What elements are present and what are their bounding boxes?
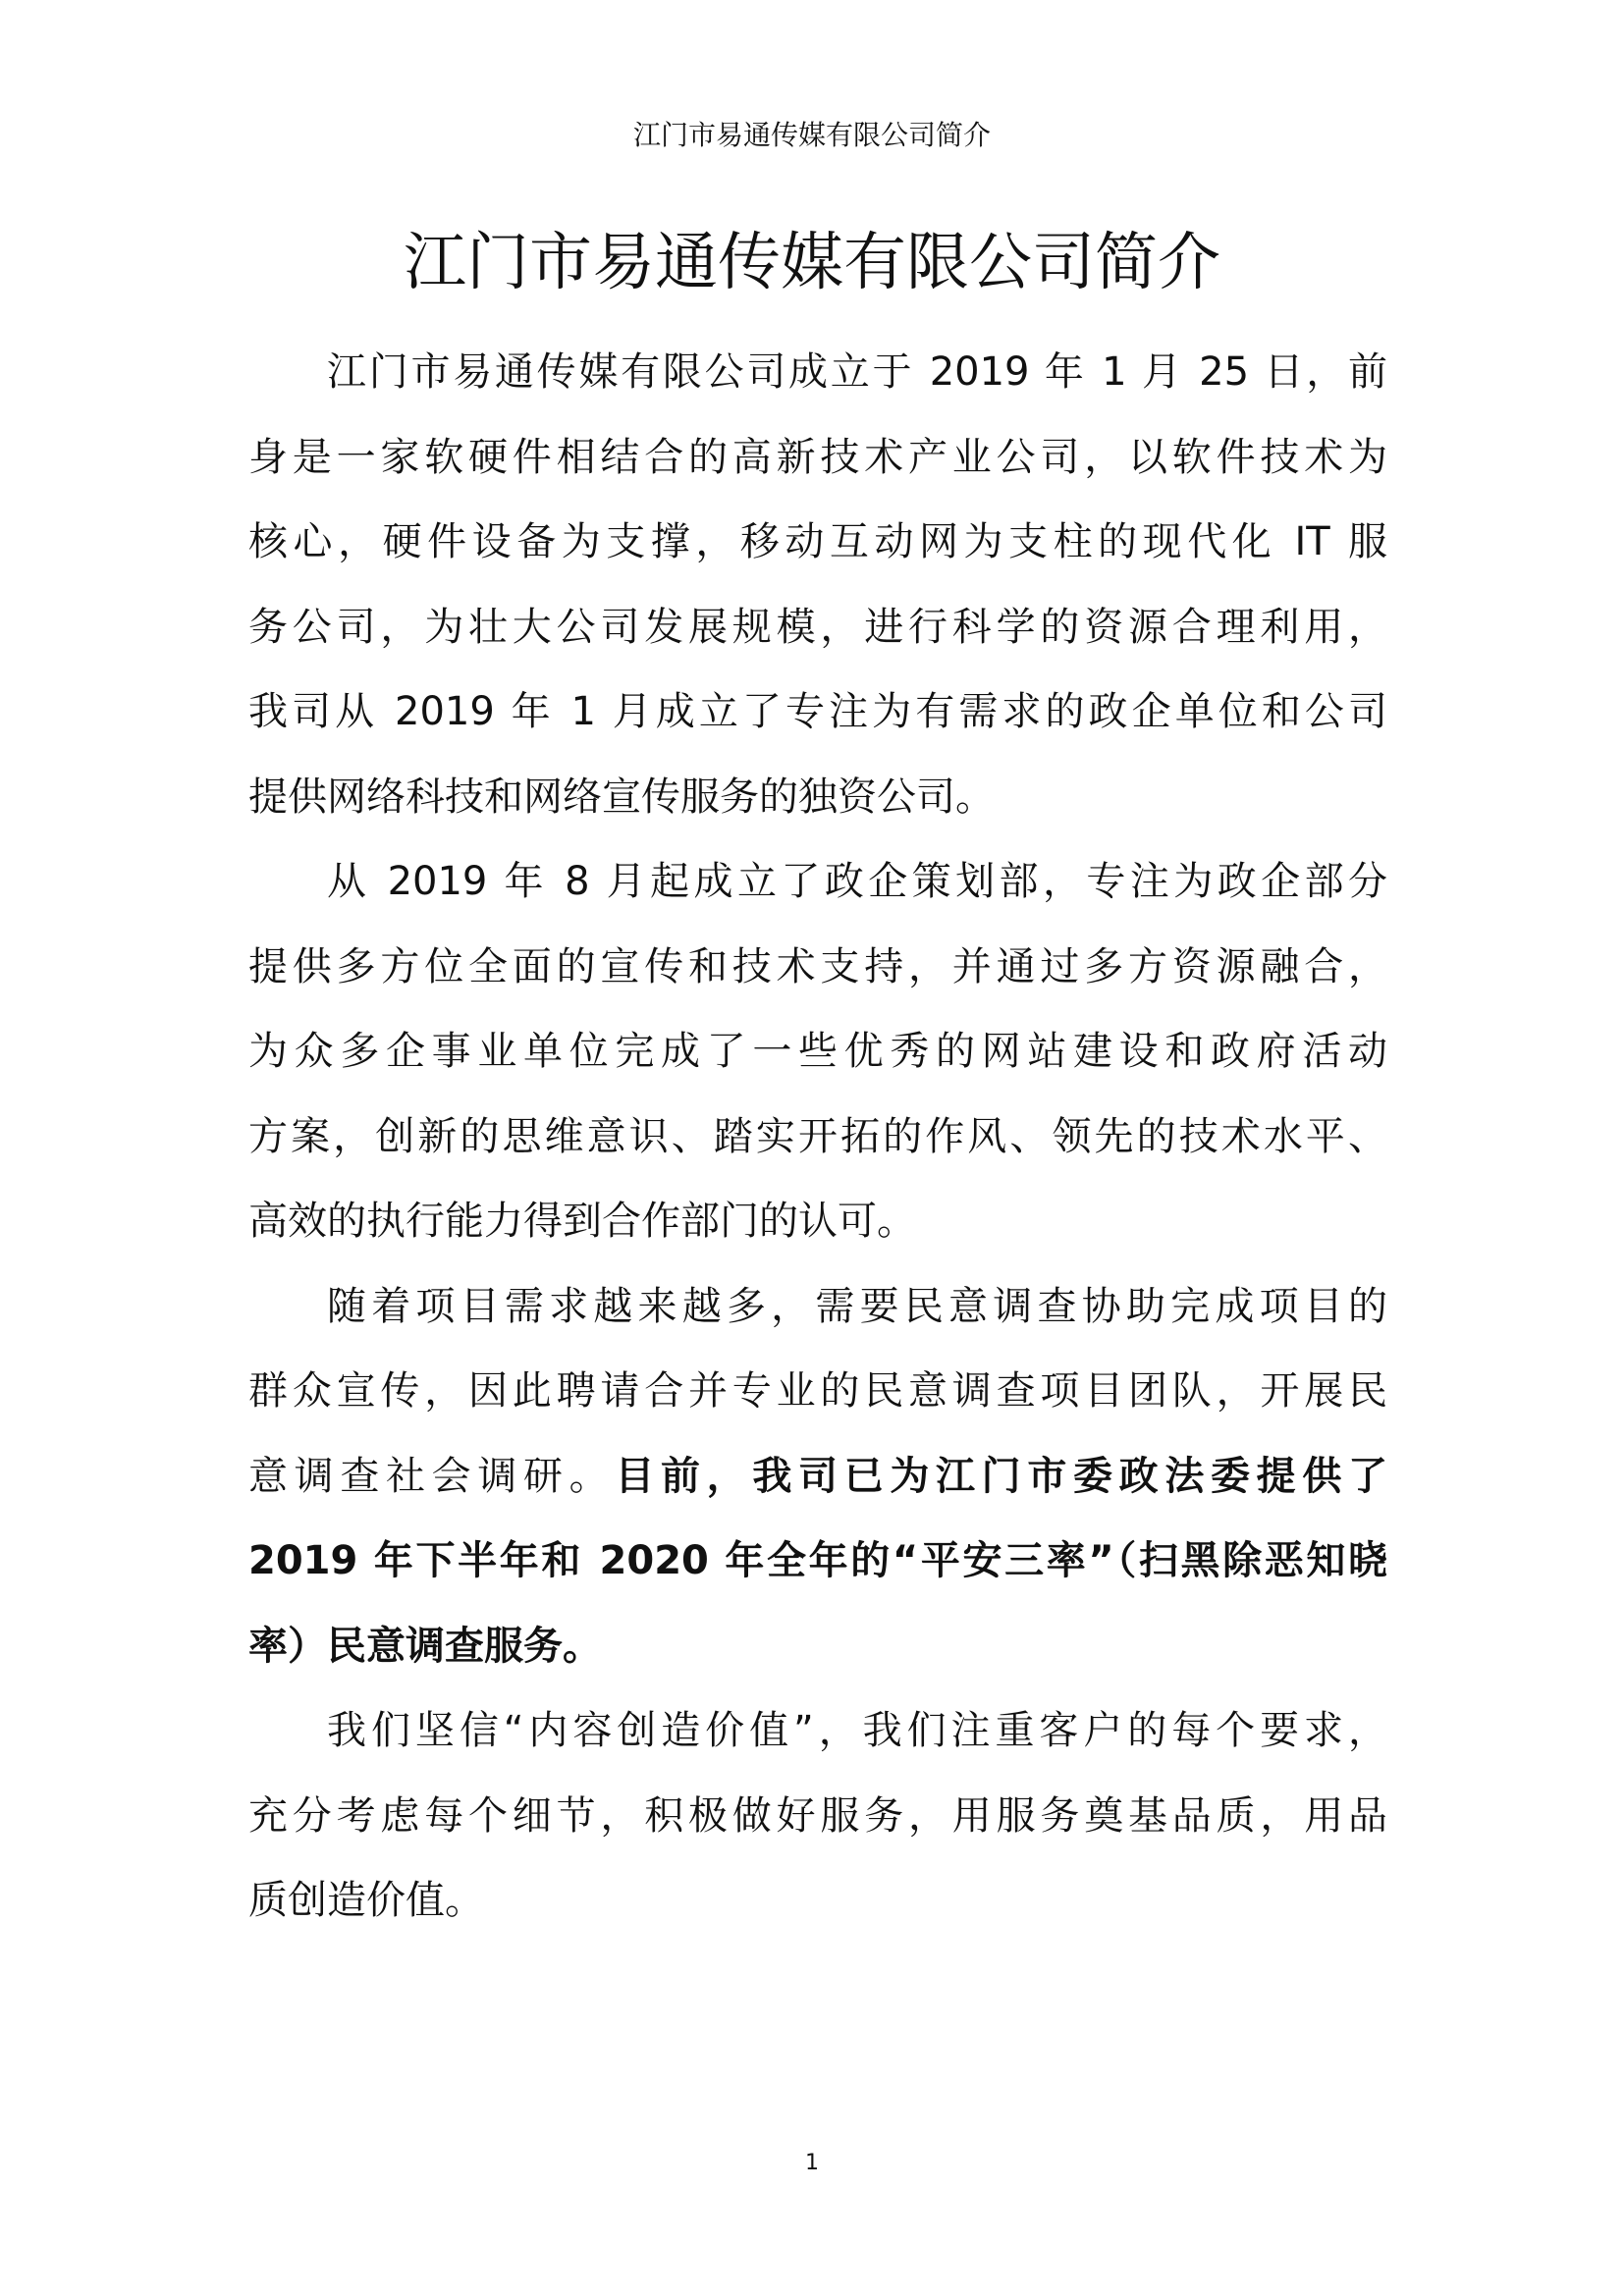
paragraph-line: 我们坚信“内容创造价值”，我们注重客户的每个要求， — [327, 1708, 1387, 1753]
paragraph-3 — [248, 1264, 1387, 1689]
paragraph-1 — [248, 330, 1387, 839]
paragraph-line-bold: 2019 年下半年和 2020 年全年的“平安三率”（扫黑除恶知晓 — [248, 1538, 1387, 1583]
paragraph-line: 我司从 2019 年 1 月成立了专注为有需求的政企单位和公司 — [248, 689, 1387, 734]
paragraph-4 — [248, 1688, 1387, 1944]
paragraph-2 — [248, 839, 1387, 1264]
running-header: 江门市易通传媒有限公司简介 — [632, 119, 991, 151]
paragraph-line: 高效的执行能力得到合作部门的认可。 — [248, 1199, 916, 1244]
paragraph-line: 方案，创新的思维意识、踏实开拓的作风、领先的技术水平、 — [248, 1113, 1387, 1159]
paragraph-line: 提供多方位全面的宣传和技术支持，并通过多方资源融合， — [248, 943, 1387, 989]
paragraph-text-bold: 目前，我司已为江门市委政法委提供了 — [615, 1453, 1388, 1499]
paragraph-line: 提供网络科技和网络宣传服务的独资公司。 — [248, 774, 995, 820]
paragraph-line-mixed — [248, 1434, 1387, 1520]
paragraph-line: 群众宣传，因此聘请合并专业的民意调查项目团队，开展民 — [248, 1368, 1387, 1414]
paragraph-line: 江门市易通传媒有限公司成立于 2019 年 1 月 25 日，前 — [327, 349, 1387, 395]
paragraph-line: 随着项目需求越来越多，需要民意调查协助完成项目的 — [327, 1283, 1387, 1329]
document-body — [248, 330, 1387, 1944]
paragraph-line: 务公司，为壮大公司发展规模，进行科学的资源合理利用， — [248, 604, 1387, 650]
paragraph-line: 充分考虑每个细节，积极做好服务，用服务奠基品质，用品 — [248, 1792, 1387, 1839]
page-number: 1 — [805, 2151, 819, 2175]
paragraph-line: 为众多企事业单位完成了一些优秀的网站建设和政府活动 — [248, 1029, 1387, 1074]
paragraph-line: 身是一家软硬件相结合的高新技术产业公司，以软件技术为 — [248, 434, 1387, 480]
paragraph-line: 质创造价值。 — [248, 1878, 484, 1923]
paragraph-text-normal: 意调查社会调研。 — [248, 1453, 616, 1499]
paragraph-line: 从 2019 年 8 月起成立了政企策划部，专注为政企部分 — [327, 859, 1387, 904]
document-title: 江门市易通传媒有限公司简介 — [404, 227, 1220, 299]
paragraph-line: 核心，硬件设备为支撑，移动互动网为支柱的现代化 IT 服 — [248, 519, 1387, 564]
paragraph-line-bold: 率）民意调查服务。 — [248, 1623, 602, 1669]
